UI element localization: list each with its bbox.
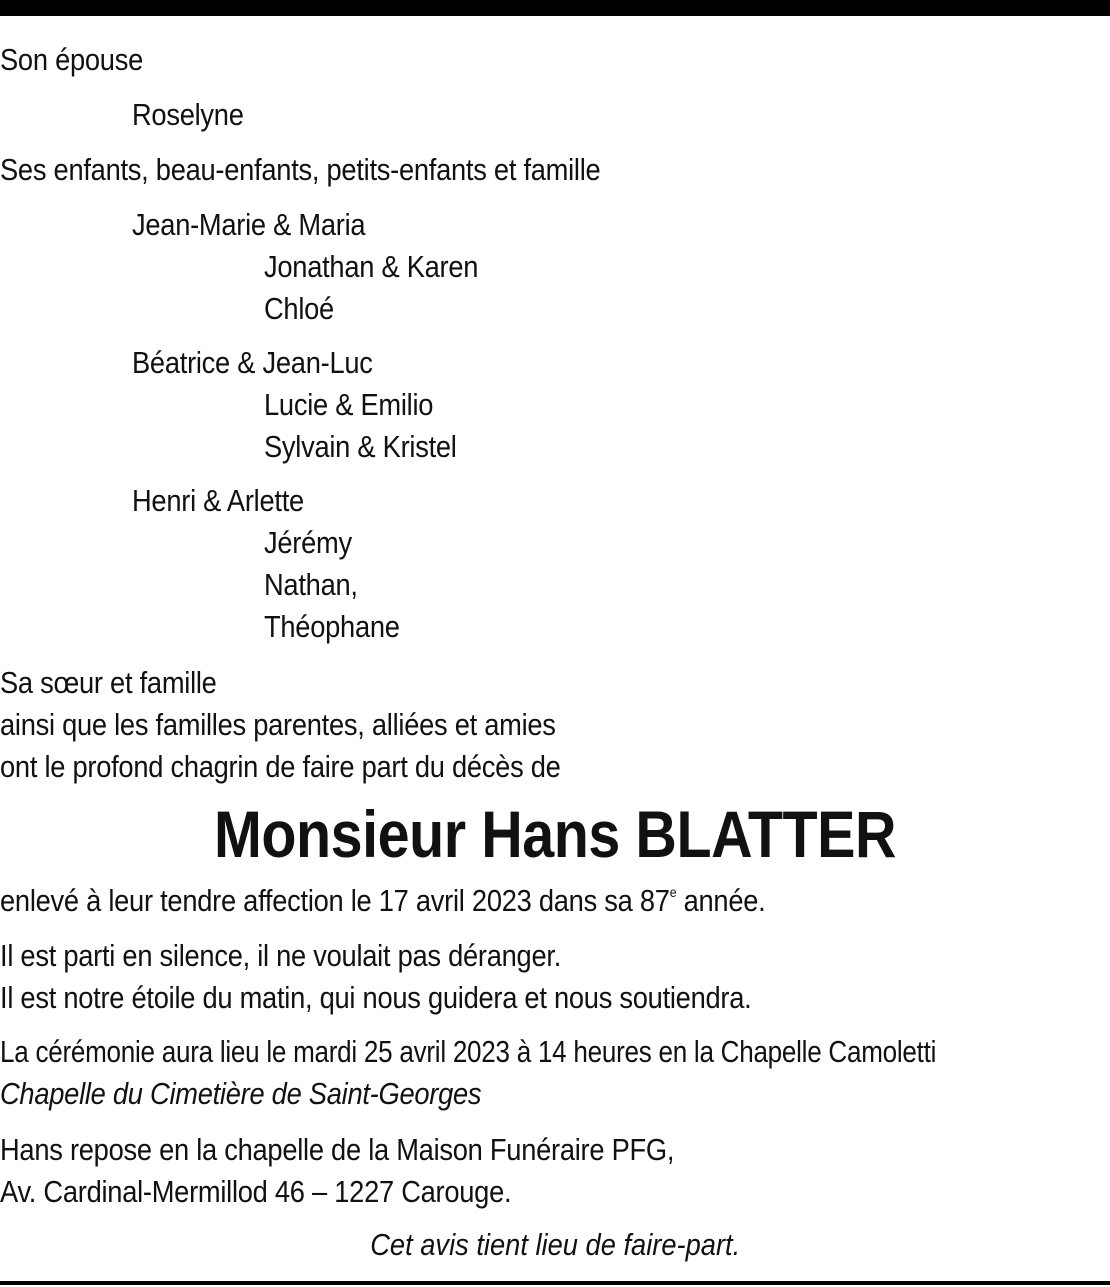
tribute-line-2: Il est notre étoile du matin, qui nous guidera et nous soutiendra. (0, 980, 752, 1015)
epouse-name: Roselyne (132, 97, 244, 132)
death-text-after: année. (676, 883, 766, 918)
soeur-line: Sa sœur et famille (0, 665, 217, 700)
family1-child1: Jonathan & Karen (264, 249, 479, 284)
deceased-name (0, 797, 1110, 871)
deceased-name-text: Monsieur Hans BLATTER (213, 797, 897, 871)
family1-child2: Chloé (264, 291, 334, 326)
repose-line-2: Av. Cardinal-Mermillod 46 – 1227 Carouge. (0, 1174, 512, 1209)
bottom-rule (0, 1281, 1110, 1285)
family3-child2: Nathan, (264, 567, 358, 602)
chagrin-line: ont le profond chagrin de faire part du décès de (0, 749, 561, 784)
death-line (0, 883, 765, 919)
death-text-before: enlevé à leur tendre affection le 17 avril 2023 dans sa 87 (0, 883, 670, 918)
family2-parents: Béatrice & Jean-Luc (132, 345, 373, 380)
family3-child1: Jérémy (264, 525, 352, 560)
closing-line (0, 1227, 1110, 1263)
family3-parents: Henri & Arlette (132, 483, 304, 518)
family2-child1: Lucie & Emilio (264, 387, 434, 422)
enfants-heading: Ses enfants, beau-enfants, petits-enfants et famille (0, 152, 601, 187)
top-rule (0, 0, 1110, 16)
family3-child3: Théophane (264, 609, 400, 644)
family2-child2: Sylvain & Kristel (264, 429, 457, 464)
ceremony-line-2: Chapelle du Cimetière de Saint-Georges (0, 1076, 482, 1111)
closing-text: Cet avis tient lieu de faire-part. (370, 1227, 740, 1262)
ceremony-line-1: La cérémonie aura lieu le mardi 25 avril 2023 à 14 heures en la Chapelle Camoletti (0, 1034, 937, 1069)
familles-line: ainsi que les familles parentes, alliées et amies (0, 707, 556, 742)
epouse-heading: Son épouse (0, 42, 143, 77)
death-ordinal-suffix: e (669, 884, 677, 900)
family1-parents: Jean-Marie & Maria (132, 207, 366, 242)
repose-line-1: Hans repose en la chapelle de la Maison Funéraire PFG, (0, 1132, 675, 1167)
tribute-line-1: Il est parti en silence, il ne voulait pas déranger. (0, 938, 562, 973)
